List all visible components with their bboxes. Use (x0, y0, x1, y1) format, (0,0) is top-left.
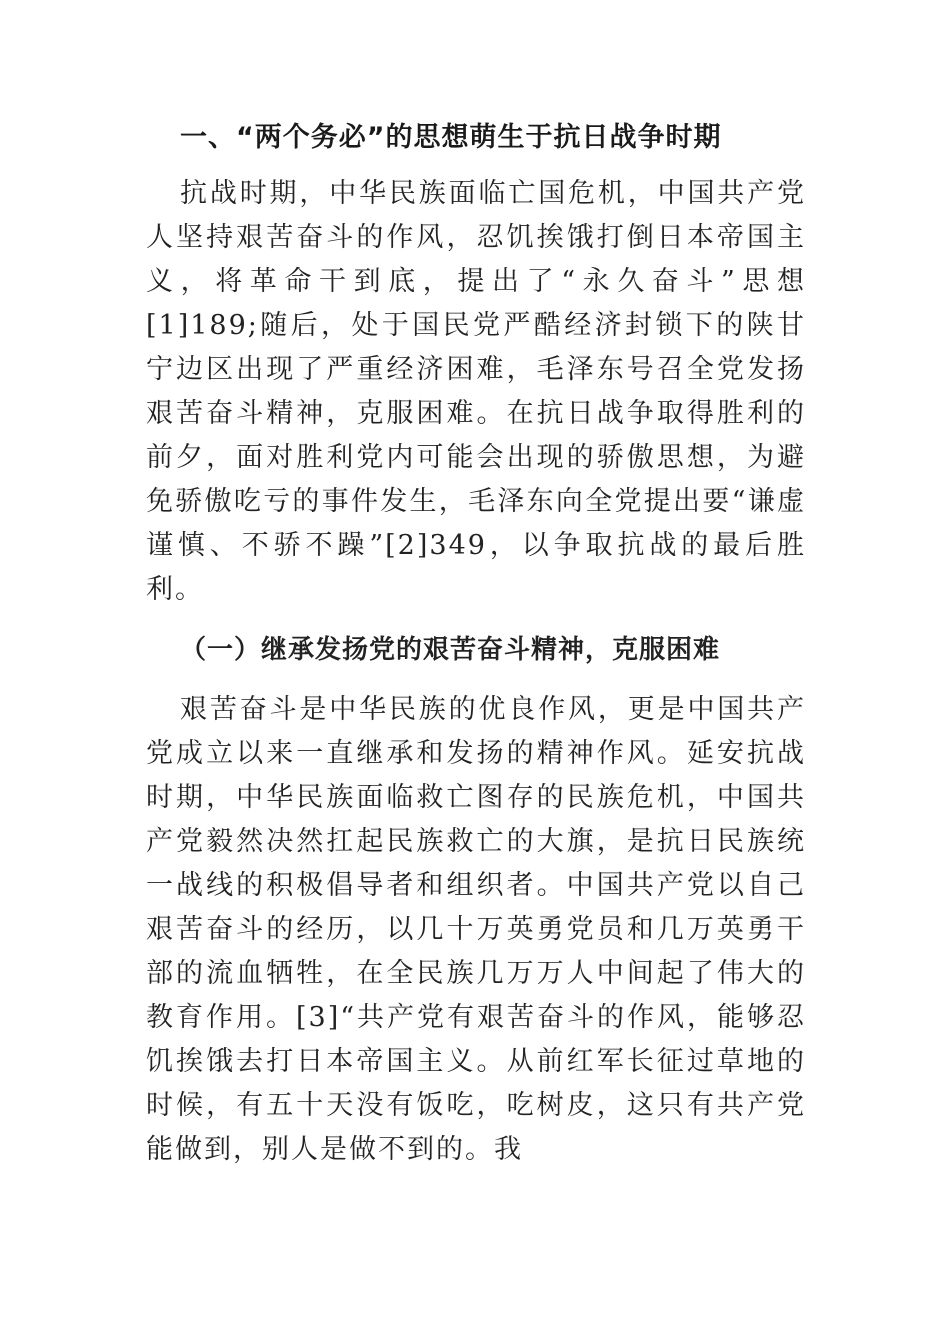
section-heading: 一、“两个务必”的思想萌生于抗日战争时期 (180, 122, 722, 153)
subsection-heading: （一）继承发扬党的艰苦奋斗精神，克服困难 (180, 635, 721, 665)
document-body (146, 118, 806, 1172)
paragraph-2: 艰苦奋斗是中华民族的优良作风，更是中国共产党成立以来一直继承和发扬的精神作风。延安抗战时期，中华民族面临救亡图存的民族危机，中国共产党毅然决然扛起民族救亡的大旗，是抗日民族统一战线的积极倡导者和组织者。中国共产党以自己艰苦奋斗的经历，以几十万英勇党员和几万英勇干部的流血牺牲，在全民族几万万人中间起了伟大的教育作用。[3]“共产党有艰苦奋斗的作风，能够忍饥挨饿去打日本帝国主义。从前红军长征过草地的时候，有五十天没有饭吃，吃树皮，这只有共产党能做到，别人是做不到的。我 (146, 694, 806, 1165)
paragraph-1: 抗战时期，中华民族面临亡国危机，中国共产党人坚持艰苦奋斗的作风，忍饥挨饿打倒日本帝国主义，将革命干到底，提出了“永久奋斗”思想[1]189;随后，处于国民党严酷经济封锁下的陕甘宁边区出现了严重经济困难，毛泽东号召全党发扬艰苦奋斗精神，克服困难。在抗日战争取得胜利的前夕，面对胜利党内可能会出现的骄傲思想，为避免骄傲吃亏的事件发生，毛泽东向全党提出要“谦虚谨慎、不骄不躁”[2]349，以争取抗战的最后胜利。 (146, 178, 806, 605)
